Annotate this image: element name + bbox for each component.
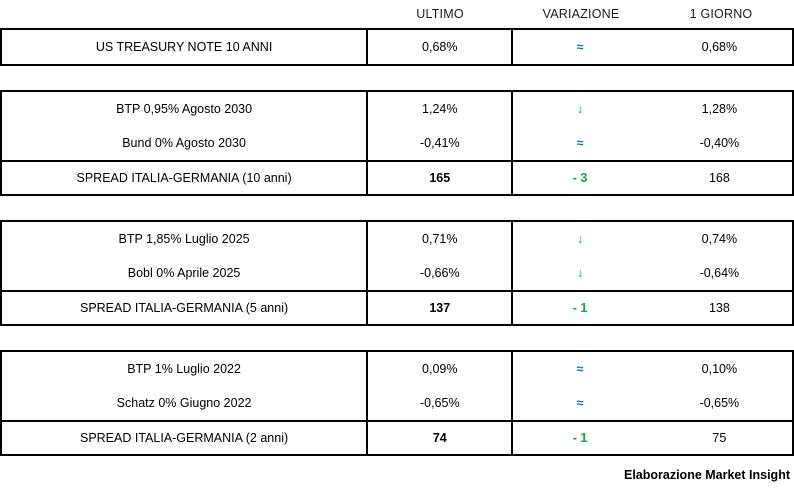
row-label: Bobl 0% Aprile 2025 xyxy=(127,266,241,280)
table-row xyxy=(2,352,792,386)
spread-label: SPREAD ITALIA-GERMANIA (2 anni) xyxy=(79,431,289,445)
spread-change: - 1 xyxy=(572,431,588,445)
spread-change: - 1 xyxy=(572,301,588,315)
arrow-down-icon: ↓ xyxy=(576,101,584,116)
row-label: BTP 0,95% Agosto 2030 xyxy=(116,102,253,116)
row-one-giorno: -0,65% xyxy=(699,396,740,410)
footer xyxy=(0,456,794,482)
approximately-equal-icon: ≈ xyxy=(576,135,584,150)
spread-value: 165 xyxy=(366,162,513,194)
row-ultimo: -0,41% xyxy=(366,126,513,160)
row-label: US TREASURY NOTE 10 ANNI xyxy=(95,40,273,54)
row-ultimo: -0,66% xyxy=(366,256,513,290)
block-spacer xyxy=(0,326,794,350)
header-variazione: VARIAZIONE xyxy=(542,7,620,21)
spread-label: SPREAD ITALIA-GERMANIA (5 anni) xyxy=(79,301,289,315)
spread-label: SPREAD ITALIA-GERMANIA (10 anni) xyxy=(76,171,292,185)
spread-one-giorno: 75 xyxy=(712,431,727,445)
spread-change: - 3 xyxy=(572,171,588,185)
table-row xyxy=(2,222,792,256)
row-ultimo: 0,68% xyxy=(366,30,513,64)
block-5-anni xyxy=(0,220,794,326)
table-row-spread xyxy=(2,160,792,194)
table-row xyxy=(2,126,792,160)
approximately-equal-icon: ≈ xyxy=(576,395,584,410)
row-one-giorno: 0,10% xyxy=(701,362,738,376)
table-row xyxy=(2,386,792,420)
row-one-giorno: -0,40% xyxy=(699,136,740,150)
row-ultimo: 1,24% xyxy=(366,92,513,126)
spread-value: 137 xyxy=(366,292,513,324)
row-one-giorno: 1,28% xyxy=(701,102,738,116)
approximately-equal-icon: ≈ xyxy=(576,361,584,376)
table-row xyxy=(2,30,792,64)
header-one-giorno: 1 GIORNO xyxy=(689,7,753,21)
spread-one-giorno: 168 xyxy=(708,171,730,185)
spread-one-giorno: 138 xyxy=(708,301,730,315)
table-row xyxy=(2,92,792,126)
footer-credit: Elaborazione Market Insight xyxy=(623,468,790,482)
row-ultimo: 0,09% xyxy=(366,352,513,386)
block-us-treasury xyxy=(0,28,794,66)
row-label: BTP 1,85% Luglio 2025 xyxy=(118,232,250,246)
table-row-spread xyxy=(2,420,792,454)
row-one-giorno: 0,74% xyxy=(701,232,738,246)
arrow-down-icon: ↓ xyxy=(576,265,584,280)
row-label: Bund 0% Agosto 2030 xyxy=(122,136,246,150)
row-one-giorno: -0,64% xyxy=(699,266,740,280)
table-row-spread xyxy=(2,290,792,324)
row-ultimo: -0,65% xyxy=(366,386,513,420)
approximately-equal-icon: ≈ xyxy=(576,39,584,54)
row-label: Schatz 0% Giugno 2022 xyxy=(116,396,252,410)
table-row xyxy=(2,256,792,290)
block-10-anni xyxy=(0,90,794,196)
block-spacer xyxy=(0,196,794,220)
row-one-giorno: 0,68% xyxy=(701,40,738,54)
arrow-down-icon: ↓ xyxy=(576,231,584,246)
spread-value: 74 xyxy=(366,422,513,454)
table-header xyxy=(0,0,794,28)
header-ultimo: ULTIMO xyxy=(416,7,464,21)
row-ultimo: 0,71% xyxy=(366,222,513,256)
row-label: BTP 1% Luglio 2022 xyxy=(127,362,241,376)
block-spacer xyxy=(0,66,794,90)
block-2-anni xyxy=(0,350,794,456)
